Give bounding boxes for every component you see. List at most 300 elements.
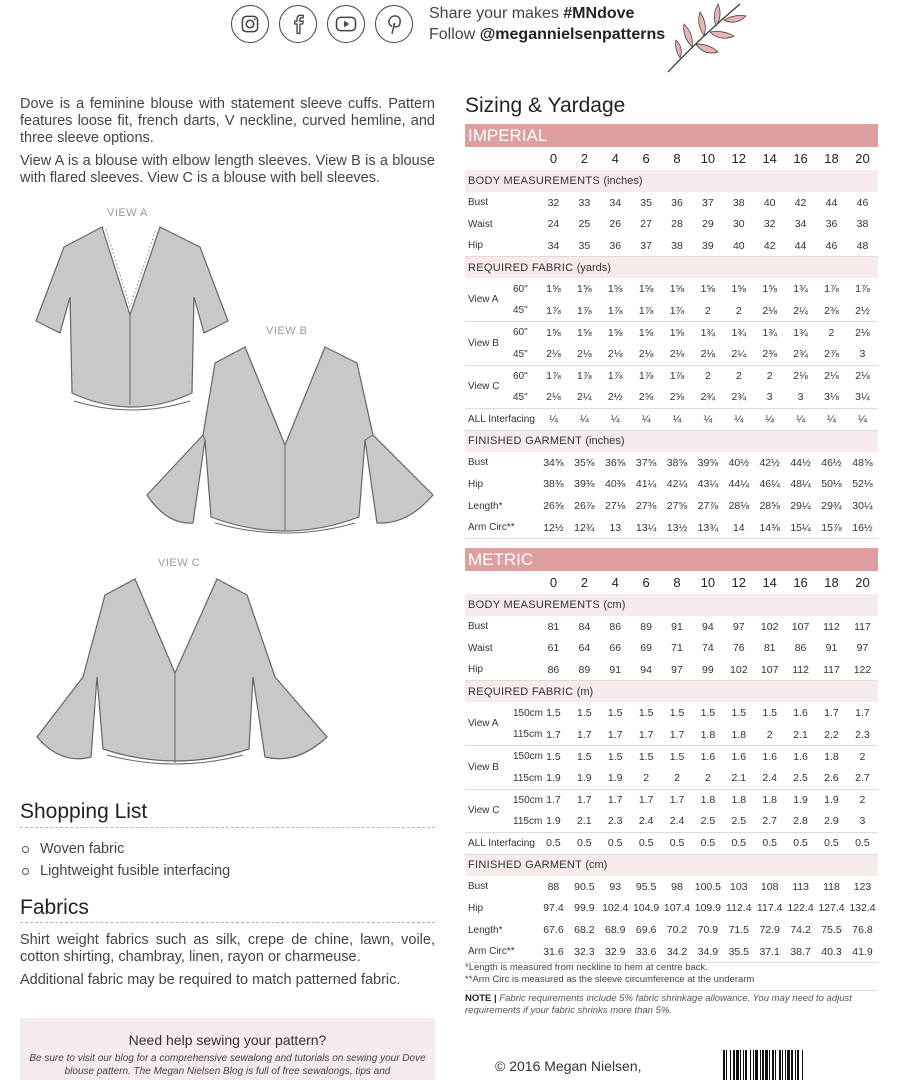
value-cell: 0.5 (692, 833, 723, 855)
leaf-logo (660, 0, 750, 75)
view-b-label: VIEW B (266, 325, 308, 337)
value-cell: 2¼ (785, 300, 816, 322)
size-header: 0 (549, 575, 558, 590)
value-cell: 3 (847, 344, 878, 366)
value-cell: 1.5 (669, 750, 685, 763)
footnote-arm-circ: **Arm Circ is measured as the sleeve circumference at the underarm (465, 974, 755, 985)
value-cell: 112 (823, 620, 840, 633)
value-cell: 1⅝ (762, 283, 777, 296)
fabric-width: 45" (513, 387, 538, 409)
value-cell: 109.9 (694, 902, 722, 915)
bullet-icon (22, 868, 29, 875)
note-label: NOTE | (465, 993, 497, 1004)
fabrics-text (20, 932, 435, 995)
value-cell: 2⅝ (662, 387, 693, 409)
value-cell: 76 (732, 642, 745, 655)
view-label-cell: View A (465, 702, 513, 745)
value-cell: 36⅝ (605, 456, 626, 469)
value-cell: 1.7 (662, 724, 693, 746)
youtube-icon[interactable] (327, 5, 365, 43)
view-c-illustration (35, 577, 330, 772)
value-cell: 2¾ (692, 387, 723, 409)
required-fabric-header-label (465, 257, 878, 279)
value-cell: 1⅝ (669, 283, 685, 296)
value-cell: 69 (640, 642, 652, 655)
value-cell: 2⅛ (600, 344, 631, 366)
blank-cell (465, 147, 538, 170)
value-cell: 1.7 (538, 724, 569, 746)
value-cell: ¼ (692, 409, 723, 431)
value-cell: 34 (609, 196, 622, 209)
value-cell: 1⅞ (569, 300, 600, 322)
value-cell: 42 (754, 235, 785, 257)
value-cell: 68.9 (605, 924, 626, 937)
value-cell: 48 (847, 235, 878, 257)
value-cell: 12¾ (569, 517, 600, 539)
value-cell: 1¾ (731, 326, 747, 339)
value-cell: 1⅞ (855, 283, 870, 296)
value-cell: 2⅛ (754, 300, 785, 322)
size-header: 14 (762, 575, 777, 590)
value-cell: 1.5 (700, 707, 716, 720)
value-cell: 13¼ (631, 517, 662, 539)
value-cell: 33 (578, 196, 591, 209)
value-cell: 0.5 (816, 833, 847, 855)
body-measurements-header (465, 170, 878, 192)
value-cell: 1.9 (793, 794, 808, 807)
value-cell: 113 (792, 880, 809, 893)
share-prefix: Share your makes (429, 5, 564, 22)
row-label: Length* (468, 924, 503, 936)
value-cell: 32 (547, 196, 560, 209)
finished-garment-header (465, 854, 878, 876)
fabric-width: 60" (513, 283, 528, 295)
table-row (465, 235, 878, 257)
table-row (465, 789, 878, 811)
value-cell: 13½ (662, 517, 693, 539)
bullet-icon (22, 846, 29, 853)
value-cell: 98 (671, 880, 683, 893)
value-cell: 2.6 (816, 768, 847, 790)
value-cell: 44 (825, 196, 838, 209)
value-cell: 32 (763, 218, 776, 231)
value-cell: 1.5 (577, 750, 592, 763)
value-cell: 2.4 (631, 811, 662, 833)
size-header: 18 (824, 151, 839, 166)
value-cell: 1⅝ (669, 326, 685, 339)
value-cell: 44½ (790, 456, 811, 469)
value-cell: 13¾ (692, 517, 723, 539)
size-header: 18 (824, 575, 839, 590)
footnote-length: *Length is measured from neckline to hem at centre back. (465, 962, 708, 973)
value-cell: 81 (547, 620, 560, 633)
value-cell: ¼ (662, 409, 693, 431)
required-fabric-header (465, 257, 878, 279)
value-cell: 1⅝ (731, 283, 747, 296)
value-cell: 2½ (847, 300, 878, 322)
value-cell: 13 (600, 517, 631, 539)
value-cell: 2.3 (847, 724, 878, 746)
system-band (465, 124, 878, 147)
value-cell: 2⅛ (538, 387, 569, 409)
fabric-width: 150cm (513, 751, 544, 763)
copyright: © 2016 Megan Nielsen, (495, 1058, 642, 1074)
category-title: FINISHED GARMENT (468, 859, 582, 872)
value-cell: 2 (662, 768, 693, 790)
follow-handle[interactable]: @megannielsenpatterns (479, 26, 666, 43)
value-cell: 29 (702, 218, 714, 231)
value-cell: 35⅝ (574, 456, 595, 469)
value-cell: ¼ (600, 409, 631, 431)
fabric-width: 150cm (513, 794, 544, 806)
note-box (465, 990, 878, 1016)
value-cell: 2.2 (816, 724, 847, 746)
value-cell: 2⅛ (824, 370, 839, 383)
share-hashtag[interactable]: #MNdove (563, 5, 635, 22)
table-row (465, 616, 878, 638)
note-text: Fabric requirements include 5% fabric shrinkage allowance. You may need to adjust requirements if your fabric shrinks more than 5%. (465, 993, 852, 1016)
value-cell: 95.5 (635, 880, 657, 893)
value-cell: ¼ (538, 409, 569, 431)
help-title: Need help sewing your pattern? (128, 1032, 327, 1048)
value-cell: 48¼ (790, 478, 811, 491)
value-cell: 28⅛ (728, 500, 749, 513)
value-cell: 48⅝ (852, 456, 873, 469)
value-cell: 1.5 (546, 750, 561, 763)
value-cell: 1⅞ (824, 283, 839, 296)
value-cell: 1.5 (607, 750, 623, 763)
value-cell: 44 (785, 235, 816, 257)
value-cell: 37 (631, 235, 662, 257)
value-cell: 2¾ (723, 387, 754, 409)
value-cell: 123 (853, 880, 872, 893)
value-cell: 1.5 (577, 707, 592, 720)
value-cell: 86 (609, 620, 622, 633)
value-cell: 37⅝ (635, 456, 657, 469)
row-label: Hip (468, 478, 484, 490)
share-line (429, 5, 634, 23)
value-cell: 99 (692, 659, 723, 681)
value-cell: 2 (692, 300, 723, 322)
value-cell: 102.4 (602, 902, 629, 915)
value-cell: 2.1 (569, 811, 600, 833)
value-cell: 38 (856, 218, 869, 231)
value-cell: 39 (692, 235, 723, 257)
value-cell: 88 (547, 880, 560, 893)
value-cell: 2.5 (723, 811, 754, 833)
value-cell: 1.5 (669, 707, 685, 720)
value-cell: 64 (578, 642, 591, 655)
table-row (465, 300, 878, 322)
value-cell: 99.9 (574, 902, 595, 915)
value-cell: 122 (847, 659, 878, 681)
value-cell: 27⅛ (605, 500, 626, 513)
value-cell: 2⅝ (631, 387, 662, 409)
fabric-width: 115cm (513, 811, 538, 833)
value-cell: 70.2 (666, 924, 688, 937)
value-cell: 1.6 (700, 750, 716, 763)
size-header: 6 (642, 151, 650, 166)
value-cell: 2¼ (569, 387, 600, 409)
value-cell: 34.2 (662, 941, 693, 963)
value-cell: 24 (547, 218, 560, 231)
value-cell: 2 (692, 768, 723, 790)
value-cell: 1.8 (824, 750, 839, 763)
value-cell: 61 (547, 642, 560, 655)
value-cell: 2¾ (785, 344, 816, 366)
category-unit: (cm) (603, 598, 626, 611)
value-cell: 35.5 (723, 941, 754, 963)
value-cell: 2⅛ (631, 344, 662, 366)
view-label-cell: View C (465, 365, 513, 408)
intro-paragraph-1: Dove is a feminine blouse with statement sleeve cuffs. Pattern features loose fit, french darts, V neckline, curved hemline, and three sleeve options. (20, 96, 435, 146)
value-cell: 67.6 (543, 924, 564, 937)
value-cell: 2⅛ (538, 344, 569, 366)
value-cell: 1⅞ (538, 300, 569, 322)
value-cell: 25 (578, 218, 591, 231)
value-cell: 1⅝ (700, 283, 716, 296)
value-cell: 2.7 (754, 811, 785, 833)
value-cell: 93 (609, 880, 622, 893)
value-cell: 29¼ (790, 500, 811, 513)
value-cell: 2⅛ (662, 344, 693, 366)
table-row (465, 387, 878, 409)
value-cell: 35 (569, 235, 600, 257)
value-cell: 71 (671, 642, 683, 655)
value-cell: 2.4 (662, 811, 693, 833)
metric-table (465, 548, 878, 963)
pinterest-icon[interactable] (375, 5, 413, 43)
value-cell: 107 (791, 620, 810, 633)
value-cell: 2 (766, 370, 773, 383)
value-cell: 1.9 (600, 768, 631, 790)
size-header: 16 (793, 151, 808, 166)
divider (20, 922, 435, 923)
value-cell: 35 (640, 196, 652, 209)
value-cell: 2 (859, 794, 866, 807)
value-cell: 90.5 (574, 880, 595, 893)
shopping-list-heading: Shopping List (20, 800, 148, 823)
value-cell: 1⅝ (577, 283, 592, 296)
value-cell: 1.8 (731, 794, 747, 807)
value-cell: 41¼ (635, 478, 657, 491)
fabric-width: 150cm (513, 707, 544, 719)
body-measurements-header-label (465, 170, 878, 192)
value-cell: 1⅝ (577, 326, 592, 339)
size-header: 8 (673, 575, 681, 590)
value-cell: 89 (640, 620, 652, 633)
value-cell: 2⅛ (692, 344, 723, 366)
fabric-width: 115cm (513, 768, 538, 790)
value-cell: 46½ (821, 456, 842, 469)
value-cell: 97 (662, 659, 693, 681)
value-cell: 1⅞ (662, 300, 693, 322)
value-cell: 32.9 (600, 941, 631, 963)
size-header-row (465, 147, 878, 170)
value-cell: 91 (825, 642, 838, 655)
value-cell: 2⅛ (855, 370, 870, 383)
value-cell: 2.5 (692, 811, 723, 833)
category-title: REQUIRED FABRIC (468, 261, 574, 274)
value-cell: 32.3 (569, 941, 600, 963)
value-cell: 37 (702, 196, 714, 209)
value-cell: 2.5 (785, 768, 816, 790)
blank-cell (465, 571, 538, 594)
value-cell: 1.7 (546, 794, 561, 807)
sizing-title: Sizing & Yardage (465, 94, 626, 117)
fabrics-heading: Fabrics (20, 896, 89, 919)
value-cell: 2.8 (785, 811, 816, 833)
size-header: 10 (700, 151, 716, 166)
value-cell: 104.9 (632, 902, 660, 915)
facebook-icon[interactable] (279, 5, 317, 43)
list-item-text: Lightweight fusible interfacing (40, 863, 231, 879)
value-cell: 43¼ (697, 478, 719, 491)
fabric-width: 45" (513, 300, 538, 322)
size-header: 20 (855, 151, 870, 166)
value-cell: 3¼ (847, 387, 878, 409)
value-cell: 2 (754, 724, 785, 746)
value-cell: 39⅝ (697, 456, 719, 469)
instagram-icon[interactable] (231, 5, 269, 43)
value-cell: 2⅜ (754, 344, 785, 366)
fabric-width: 60" (513, 327, 528, 339)
value-cell: 28 (671, 218, 683, 231)
value-cell: 107.4 (663, 902, 691, 915)
intro-paragraph-2: View A is a blouse with elbow length sleeves. View B is a blouse with flared sleeves. View C is a blouse with bell sleeves. (20, 153, 435, 186)
value-cell: 2.3 (600, 811, 631, 833)
shopping-list (22, 838, 230, 882)
view-label-cell: View B (465, 322, 513, 365)
value-cell: 81 (763, 642, 776, 655)
value-cell: 1.6 (762, 750, 777, 763)
value-cell: 1⅝ (638, 326, 654, 339)
value-cell: 40⅜ (605, 478, 626, 491)
value-cell: 86 (538, 659, 569, 681)
value-cell: 2.4 (754, 768, 785, 790)
value-cell: 46 (856, 196, 869, 209)
value-cell: 46¼ (759, 478, 780, 491)
value-cell: 1¾ (793, 283, 808, 296)
value-cell: 97.4 (543, 902, 564, 915)
value-cell: 103 (730, 880, 748, 893)
interfacing-row (465, 409, 878, 431)
value-cell: 27⅝ (666, 500, 688, 513)
system-title: IMPERIAL (465, 124, 878, 147)
value-cell: 50⅛ (821, 478, 842, 491)
value-cell: 1.7 (824, 707, 839, 720)
size-header: 2 (580, 575, 588, 590)
value-cell: 1.9 (538, 768, 569, 790)
category-title: REQUIRED FABRIC (468, 685, 574, 698)
value-cell: 2⅞ (816, 344, 847, 366)
value-cell: 0.5 (662, 833, 693, 855)
value-cell: ¼ (569, 409, 600, 431)
size-header: 6 (642, 575, 650, 590)
category-unit: (inches) (603, 174, 643, 187)
row-label: Bust (468, 881, 489, 893)
value-cell: 2⅛ (855, 326, 870, 339)
value-cell: 14 (723, 517, 754, 539)
value-cell: 26⅞ (574, 500, 595, 513)
value-cell: 68.2 (574, 924, 595, 937)
value-cell: ¼ (723, 409, 754, 431)
value-cell: 34.9 (692, 941, 723, 963)
value-cell: 70.9 (697, 924, 719, 937)
view-b-illustration (145, 345, 435, 545)
value-cell: 1.5 (762, 707, 777, 720)
value-cell: 97 (856, 642, 869, 655)
value-cell: 1⅝ (607, 283, 623, 296)
value-cell: 1.7 (600, 724, 631, 746)
value-cell: 91 (600, 659, 631, 681)
value-cell: 1.8 (723, 724, 754, 746)
finished-garment-header (465, 430, 878, 452)
help-box (20, 1018, 435, 1080)
row-label: Arm Circ** (465, 517, 538, 539)
value-cell: ¼ (754, 409, 785, 431)
value-cell: 1.5 (731, 707, 747, 720)
value-cell: 1.9 (538, 811, 569, 833)
value-cell: 74.2 (790, 924, 811, 937)
table-row (465, 322, 878, 344)
row-label: Arm Circ** (465, 941, 538, 963)
value-cell: 1.5 (546, 707, 561, 720)
value-cell: 46 (816, 235, 847, 257)
value-cell: 28⅝ (759, 500, 780, 513)
size-header: 0 (549, 151, 558, 166)
value-cell: 117 (854, 620, 871, 633)
value-cell: 0.5 (723, 833, 754, 855)
value-cell: 27⅜ (635, 500, 657, 513)
row-label: Waist (468, 642, 493, 654)
value-cell: 117.4 (756, 902, 783, 915)
list-item (22, 860, 230, 882)
value-cell: 132.4 (849, 902, 876, 915)
value-cell: 2 (735, 370, 742, 383)
value-cell: 3 (785, 387, 816, 409)
help-body: Be sure to visit our blog for a comprehensive sewalong and tutorials on sewing your Dove blouse pattern. The Megan Nielsen Blog is full of free sewalongs, tips and (29, 1053, 426, 1077)
value-cell: 1¾ (793, 326, 808, 339)
value-cell: 1.8 (762, 794, 777, 807)
row-label: Hip (465, 659, 538, 681)
size-header: 4 (611, 575, 619, 590)
view-label-cell: View A (465, 278, 513, 321)
value-cell: 0.5 (754, 833, 785, 855)
value-cell: 40 (723, 235, 754, 257)
value-cell: 3 (847, 811, 878, 833)
view-c-label: VIEW C (158, 557, 201, 569)
value-cell: 1.5 (638, 707, 654, 720)
value-cell: 1.7 (569, 724, 600, 746)
value-cell: ¼ (816, 409, 847, 431)
value-cell: 94 (702, 620, 714, 633)
value-cell: 38⅜ (543, 478, 564, 491)
barcode (723, 1050, 878, 1080)
value-cell: 31.6 (538, 941, 569, 963)
value-cell: 38 (732, 196, 745, 209)
value-cell: 40 (763, 196, 776, 209)
value-cell: 112.4 (726, 902, 752, 915)
value-cell: 1.6 (793, 750, 808, 763)
value-cell: 27⅞ (697, 500, 719, 513)
value-cell: 26 (609, 218, 622, 231)
follow-line (429, 26, 665, 44)
header (0, 0, 900, 80)
value-cell: 52⅛ (852, 478, 873, 491)
value-cell: 2.1 (785, 724, 816, 746)
row-label: Length* (468, 500, 503, 512)
